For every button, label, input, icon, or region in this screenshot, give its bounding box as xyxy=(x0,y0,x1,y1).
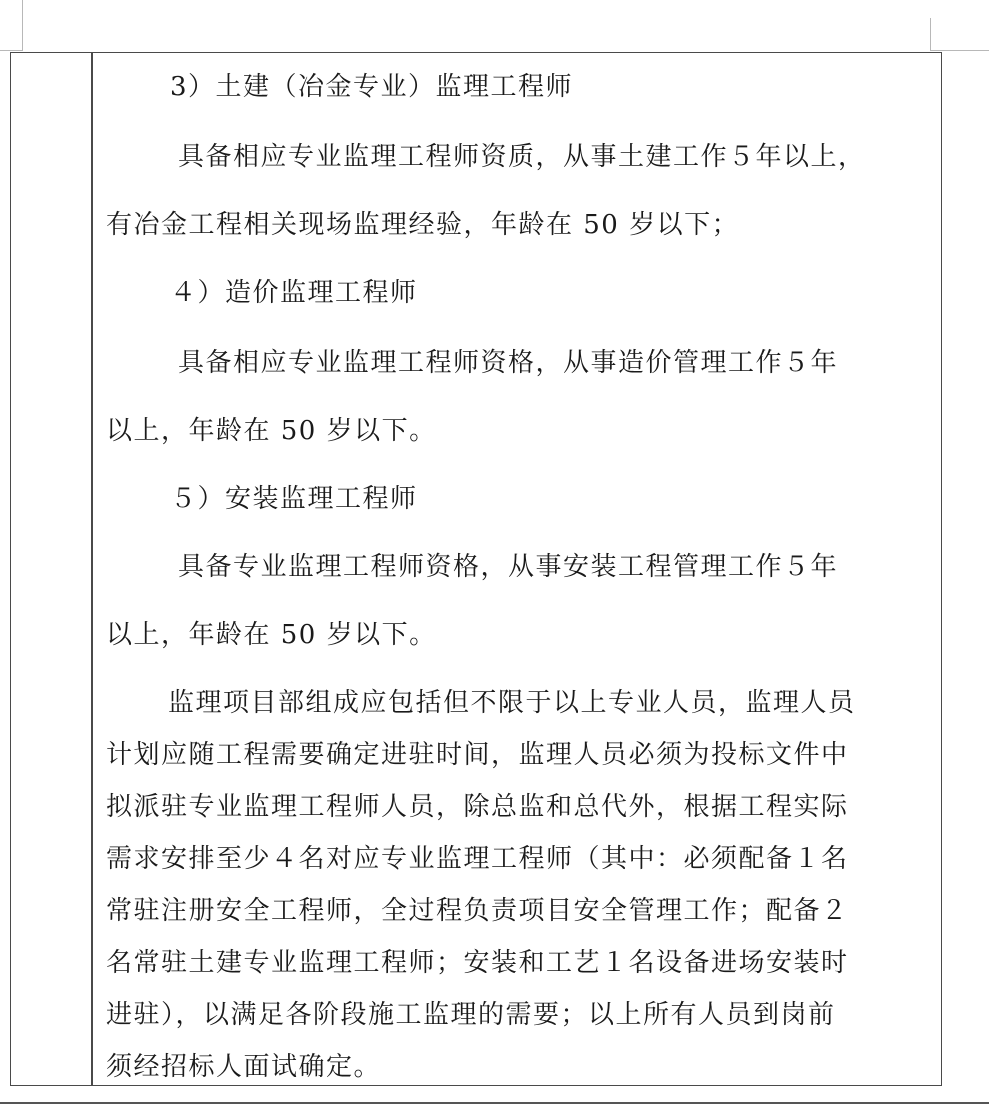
paragraph-line: 常驻注册安全工程师，全过程负责项目安全管理工作；配备２ xyxy=(106,896,849,926)
paragraph-line: 有冶金工程相关现场监理经验，年龄在 50 岁以下； xyxy=(106,210,740,240)
paragraph-line: 以上，年龄在 50 岁以下。 xyxy=(106,416,437,446)
paragraph-line: 以上，年龄在 50 岁以下。 xyxy=(106,620,437,650)
paragraph-line: 具备相应专业监理工程师资质，从事土建工作５年以上， xyxy=(178,142,866,172)
paragraph-line: 需求安排至少４名对应专业监理工程师（其中：必须配备１名 xyxy=(106,844,849,874)
page-bottom-rule xyxy=(0,1102,989,1104)
page-margin-marker xyxy=(930,50,989,51)
table-column-divider xyxy=(91,53,93,1085)
paragraph-line: 名常驻土建专业监理工程师；安装和工艺１名设备进场安装时 xyxy=(106,948,849,978)
page-margin-marker xyxy=(22,0,23,50)
paragraph-line: 具备相应专业监理工程师资格，从事造价管理工作５年 xyxy=(178,348,839,378)
heading-cost-engineer: ４）造价监理工程师 xyxy=(170,278,418,308)
page-margin-marker xyxy=(0,50,23,51)
paragraph-line: 须经招标人面试确定。 xyxy=(106,1052,382,1082)
heading-installation-engineer: ５）安装监理工程师 xyxy=(170,484,418,514)
paragraph-line: 具备专业监理工程师资格，从事安装工程管理工作５年 xyxy=(178,552,839,582)
page-margin-marker xyxy=(930,18,931,51)
paragraph-line: 监理项目部组成应包括但不限于以上专业人员，监理人员 xyxy=(168,688,856,718)
paragraph-line: 拟派驻专业监理工程师人员，除总监和总代外，根据工程实际 xyxy=(106,792,849,822)
paragraph-line: 计划应随工程需要确定进驻时间，监理人员必须为投标文件中 xyxy=(106,740,849,770)
paragraph-line: 进驻），以满足各阶段施工监理的需要；以上所有人员到岗前 xyxy=(106,1000,836,1030)
heading-civil-engineer: 3）土建（冶金专业）监理工程师 xyxy=(170,72,574,102)
